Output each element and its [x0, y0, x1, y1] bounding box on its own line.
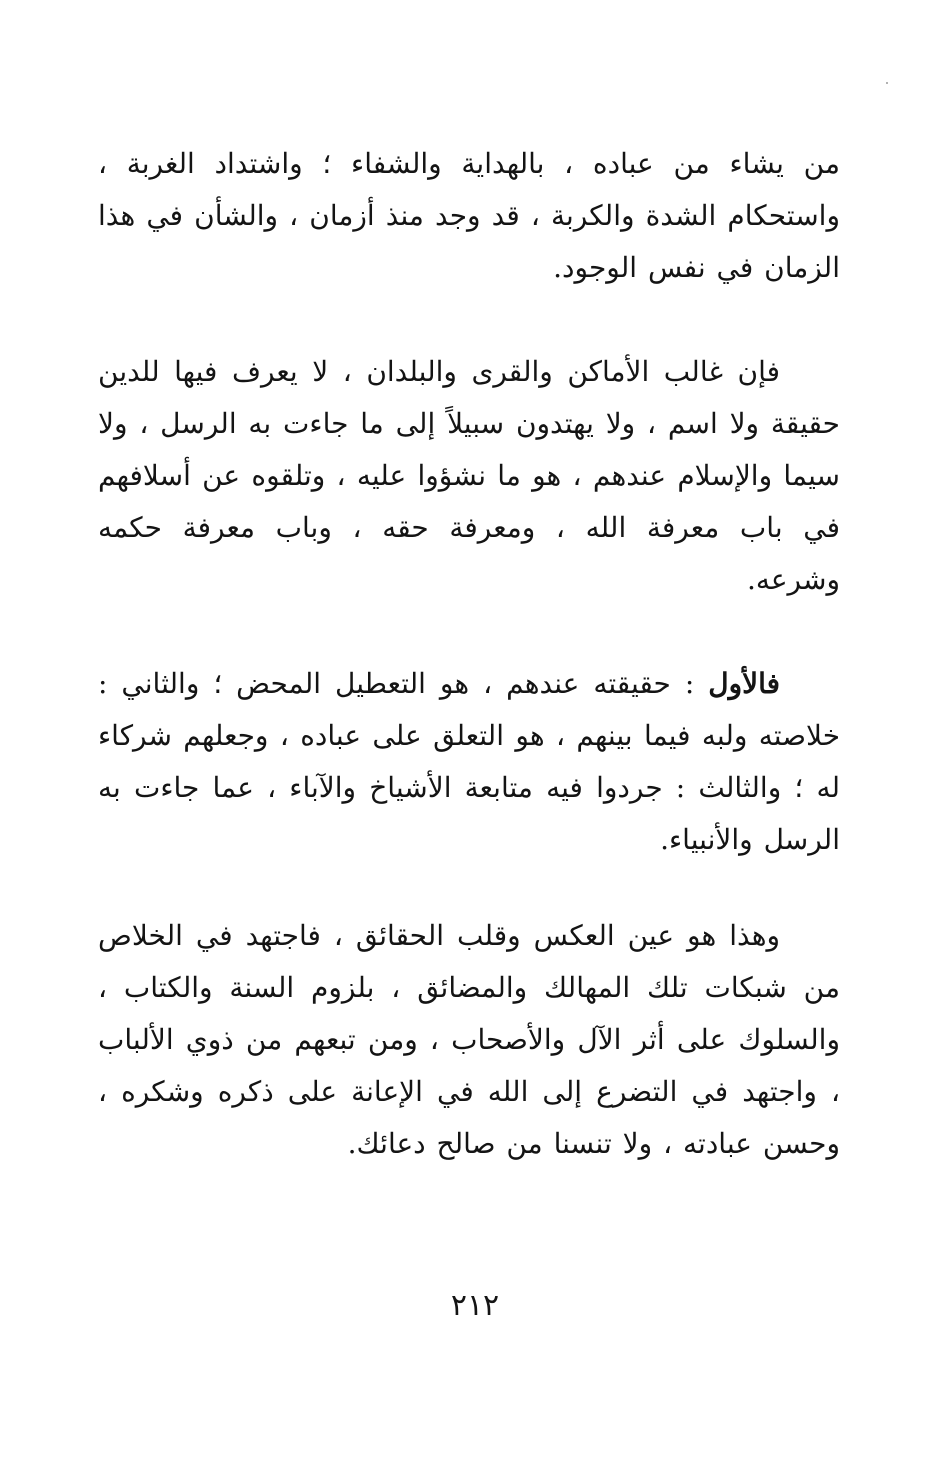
- scan-dot-mark: [886, 82, 888, 84]
- page-number: ٢١٢: [450, 1288, 500, 1323]
- paragraph-1: [98, 138, 840, 294]
- paragraph-3-lead-word: فالأول: [708, 667, 780, 700]
- paragraph-3-text: : حقيقته عندهم ، هو التعطيل المحض ؛ والثاني : خلاصته ولبه فيما بينهم ، هو التعلق على عباده ، وجعلهم شركاء له ؛ والثالث : جردوا فيه متابعة الأشياخ والآباء ، عما جاءت به الرسل والأنبياء.: [98, 667, 840, 856]
- paragraph-3: [98, 658, 840, 866]
- paragraph-4: [98, 910, 840, 1170]
- paragraph-2: [98, 346, 840, 606]
- paragraph-2-text: فإن غالب الأماكن والقرى والبلدان ، لا يعرف فيها للدين حقيقة ولا اسم ، ولا يهتدون سبيلاً إلى ما جاءت به الرسل ، ولا سيما والإسلام عندهم ، هو ما نشؤوا عليه ، وتلقوه عن أسلافهم في باب معرفة الله ، ومعرفة حقه ، وباب معرفة حكمه وشرعه.: [98, 355, 840, 596]
- paragraph-1-text: من يشاء من عباده ، بالهداية والشفاء ؛ واشتداد الغربة ، واستحكام الشدة والكربة ، قد وجد منذ أزمان ، والشأن في هذا الزمان في نفس الوجود.: [98, 147, 840, 284]
- paragraph-4-text: وهذا هو عين العكس وقلب الحقائق ، فاجتهد في الخلاص من شبكات تلك المهالك والمضائق ، بلزوم السنة والكتاب ، والسلوك على أثر الآل والأصحاب ، ومن تبعهم من ذوي الألباب ، واجتهد في التضرع إلى الله في الإعانة على ذكره وشكره ، وحسن عبادته ، ولا تنسنا من صالح دعائك.: [98, 919, 840, 1160]
